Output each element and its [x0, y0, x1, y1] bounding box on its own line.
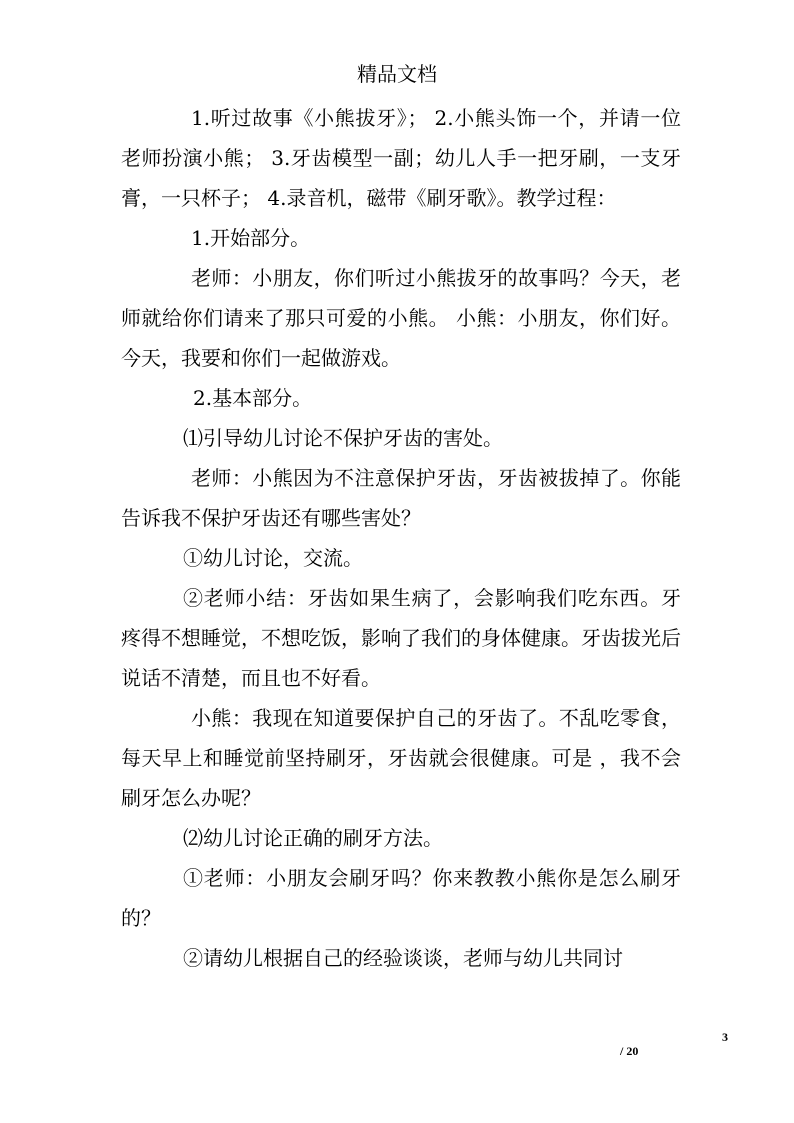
- section-main-heading: 2.基本部分。: [193, 386, 313, 410]
- teacher-question-paragraph: 老师：小熊因为不注意保护牙齿，牙齿被拔掉了。你能告诉我不保护牙齿还有哪些害处？: [121, 466, 681, 530]
- child-share-paragraph: ②请幼儿根据自己的经验谈谈，老师与幼儿共同讨: [183, 946, 623, 970]
- subsection-1-heading: ⑴引导幼儿讨论不保护牙齿的害处。: [183, 426, 503, 450]
- teacher-ask-paragraph: ①老师：小朋友会刷牙吗？你来教教小熊你是怎么刷牙的？: [121, 866, 681, 930]
- subsection-2-heading: ⑵幼儿讨论正确的刷牙方法。: [183, 826, 443, 850]
- document-body: [121, 98, 681, 978]
- materials-paragraph: 1.听过故事《小熊拔牙》； 2.小熊头饰一个，并请一位老师扮演小熊； 3.牙齿模型一副；幼儿人手一把牙刷，一支牙膏，一只杯子； 4.录音机，磁带《刷牙歌》。教学过程：: [121, 106, 681, 210]
- discussion-item: ①幼儿讨论，交流。: [183, 546, 363, 570]
- teacher-intro-paragraph: 老师：小朋友，你们听过小熊拔牙的故事吗？今天，老师就给你们请来了那只可爱的小熊。 小熊：小朋友，你们好。今天，我要和你们一起做游戏。: [121, 266, 681, 370]
- teacher-summary-paragraph: ②老师小结：牙齿如果生病了，会影响我们吃东西。牙疼得不想睡觉，不想吃饭，影响了我们的身体健康。牙齿拔光后说话不清楚，而且也不好看。: [121, 586, 681, 690]
- page-header-title: 精品文档: [357, 62, 437, 86]
- page-total: / 20: [620, 1044, 639, 1058]
- page-number: 3: [722, 1030, 728, 1044]
- bear-reply-paragraph: 小熊：我现在知道要保护自己的牙齿了。不乱吃零食，每天早上和睡觉前坚持刷牙，牙齿就会很健康。可是 ，我不会刷牙怎么办呢？: [121, 706, 681, 810]
- section-start-heading: 1.开始部分。: [191, 226, 311, 250]
